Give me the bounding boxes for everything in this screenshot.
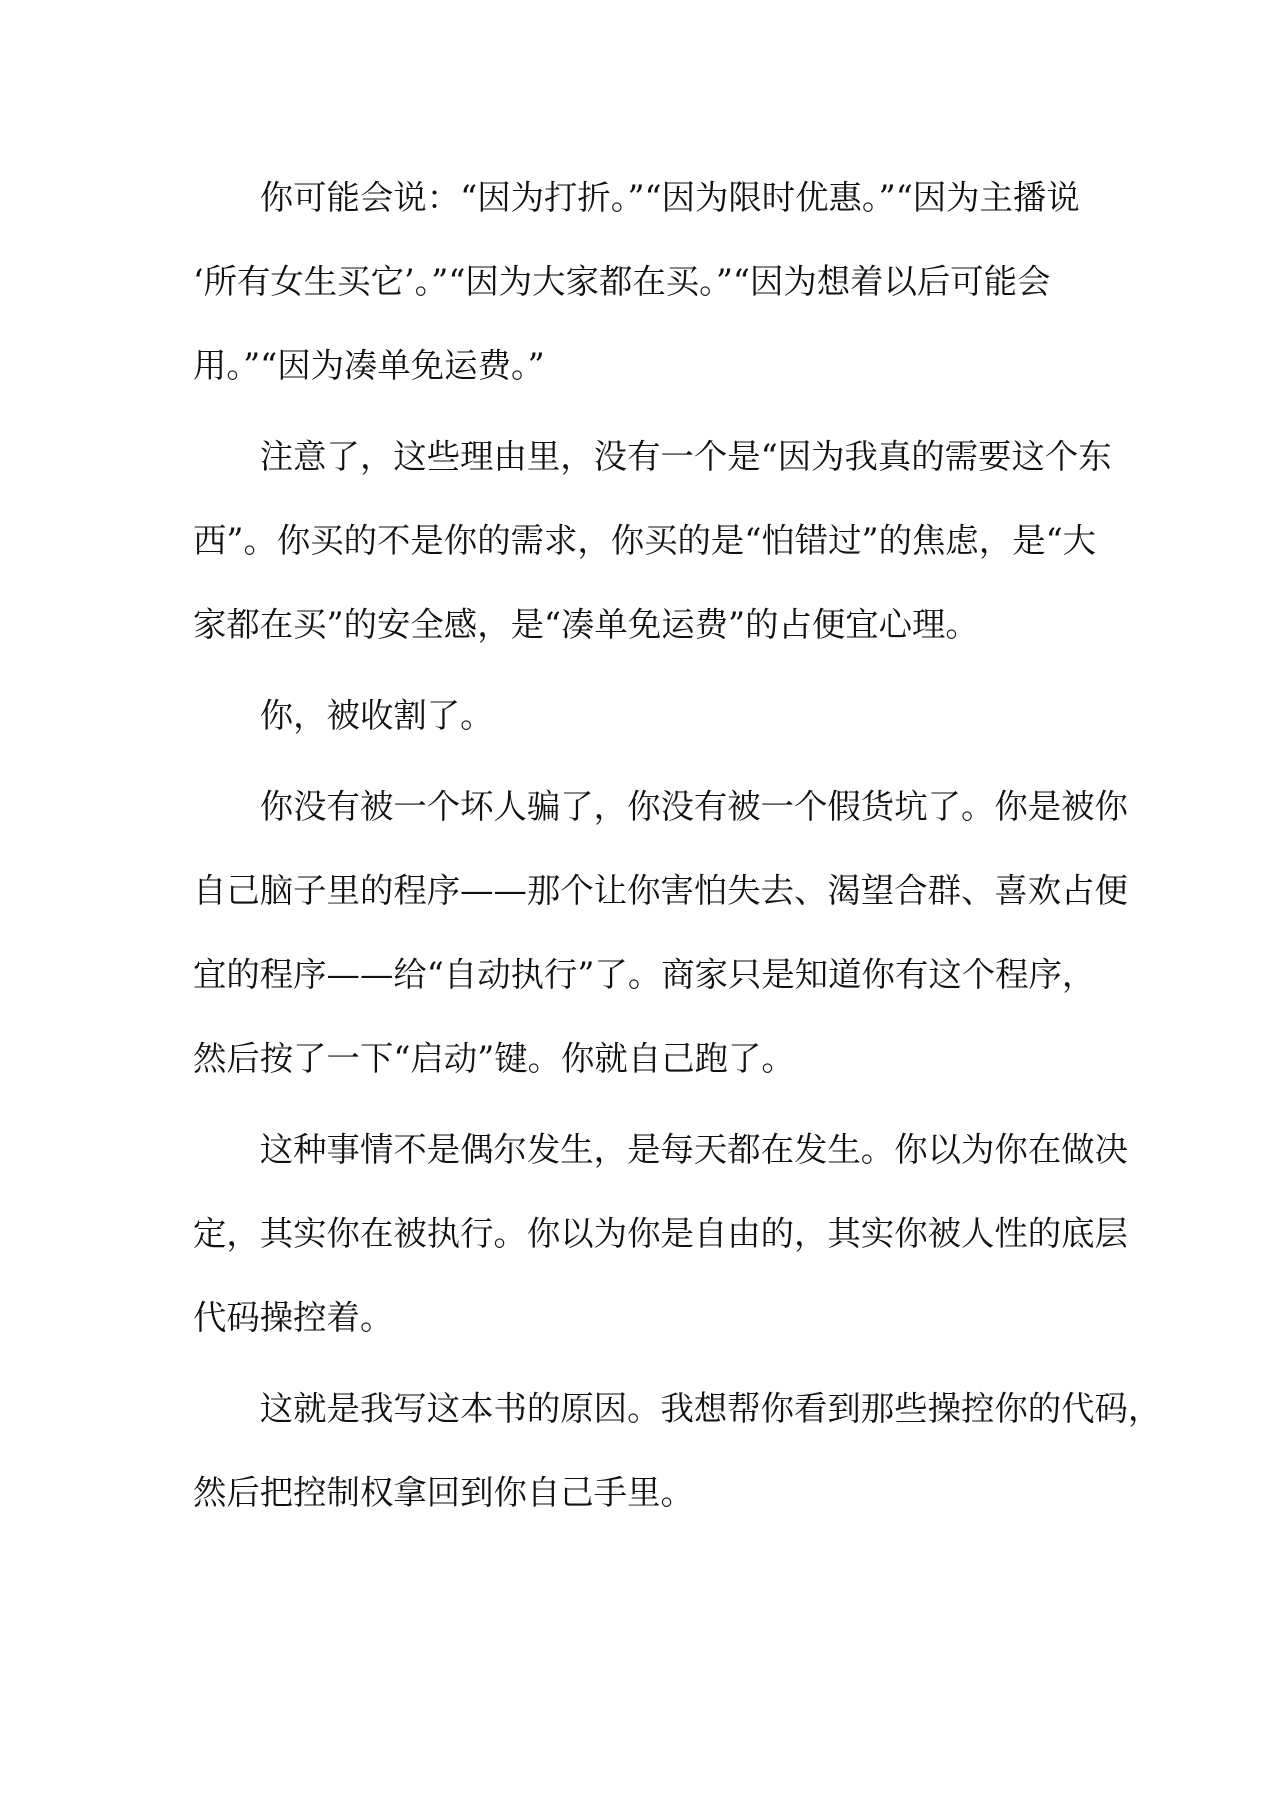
text-line: 这种事情不是偶尔发生，是每天都在发生。你以为你在做决 xyxy=(193,1130,1128,1169)
text-line: 自己脑子里的程序——那个让你害怕失去、渴望合群、喜欢占便 xyxy=(193,871,1128,910)
paragraph-2 xyxy=(193,425,1112,677)
text-line: 定，其实你在被执行。你以为你是自由的，其实你被人性的底层 xyxy=(193,1214,1128,1253)
text-line: 宜的程序——给“自动执行”了。商家只是知道你有这个程序， xyxy=(193,955,1096,994)
paragraph-5 xyxy=(193,1118,1128,1370)
body-text xyxy=(193,166,1162,1552)
text-line: 注意了，这些理由里，没有一个是“因为我真的需要这个东 xyxy=(193,437,1112,476)
text-line: 然后把控制权拿回到你自己手里。 xyxy=(193,1473,694,1512)
text-line: 这就是我写这本书的原因。我想帮你看到那些操控你的代码， xyxy=(193,1389,1162,1428)
text-line: 西”。你买的不是你的需求，你买的是“怕错过”的焦虑，是“大 xyxy=(193,521,1097,560)
text-line: 代码操控着。 xyxy=(193,1298,394,1337)
text-line: 用。”“因为凑单免运费。” xyxy=(193,346,545,385)
text-line: 你，被收割了。 xyxy=(193,696,494,735)
paragraph-1 xyxy=(193,166,1083,418)
text-line: 你可能会说：“因为打折。”“因为限时优惠。”“因为主播说 xyxy=(193,178,1080,217)
text-line: 你没有被一个坏人骗了，你没有被一个假货坑了。你是被你 xyxy=(193,787,1128,826)
text-line: 然后按了一下“启动”键。你就自己跑了。 xyxy=(193,1039,795,1078)
paragraph-4 xyxy=(193,775,1128,1111)
text-line: ‘所有女生买它’。”“因为大家都在买。”“因为想着以后可能会 xyxy=(193,262,1051,301)
paragraph-3 xyxy=(193,684,1083,768)
text-line: 家都在买”的安全感，是“凑单免运费”的占便宜心理。 xyxy=(193,605,979,644)
paragraph-6 xyxy=(193,1377,1162,1545)
